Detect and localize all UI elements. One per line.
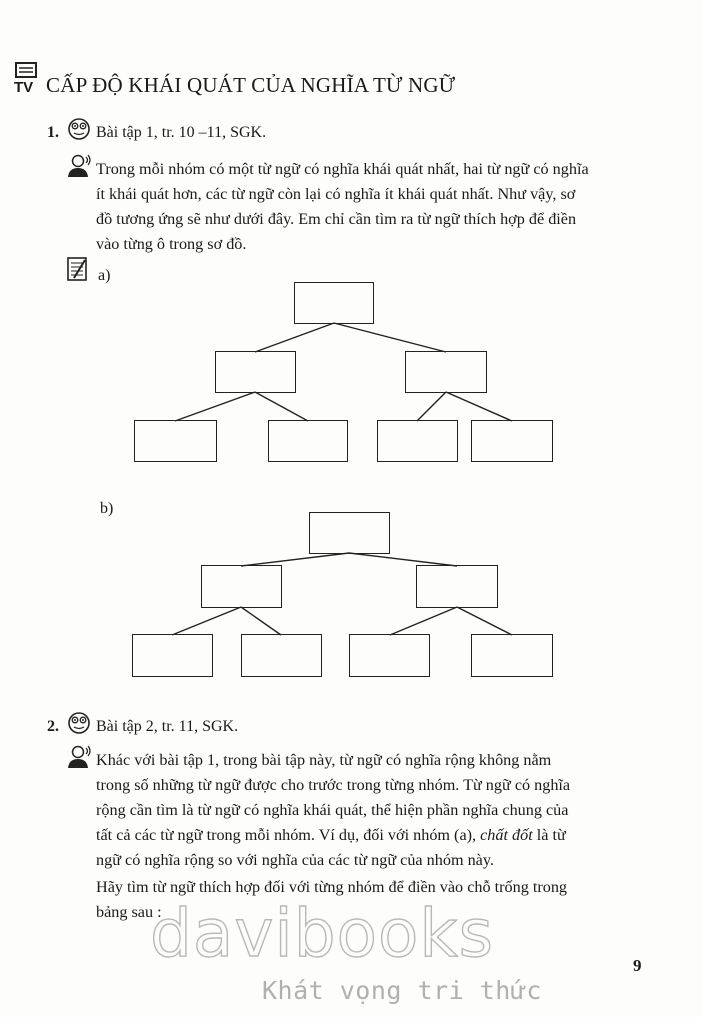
exercise-2-number: 2. (47, 718, 59, 735)
diagram-b-mid-box[interactable] (416, 565, 498, 608)
exercise-1-heading: Bài tập 1, tr. 10 –11, SGK. (96, 124, 267, 141)
diagram-b-leaf-box[interactable] (241, 634, 322, 677)
diagram-a-label: a) (98, 267, 111, 284)
hint-line (96, 823, 644, 848)
diagram-b-leaf-box[interactable] (132, 634, 213, 677)
hint-text: là từ (532, 826, 566, 844)
hint-line: rộng cần tìm là từ ngữ có nghĩa khái quát, thể hiện phần nghĩa chung của (96, 801, 569, 819)
hint-line: Trong mỗi nhóm có một từ ngữ có nghĩa khái quát nhất, hai từ ngữ có nghĩa (96, 160, 589, 178)
hint-line: trong số những từ ngữ được cho trước trong từng nhóm. Từ ngữ có nghĩa (96, 776, 571, 794)
diagram-b-label: b) (100, 500, 114, 517)
exercise-2-heading: Bài tập 2, tr. 11, SGK. (96, 718, 239, 735)
diagram-b-leaf-box[interactable] (471, 634, 553, 677)
diagram-b-mid-box[interactable] (201, 565, 282, 608)
hint-line: ít khái quát hơn, các từ ngữ còn lại có nghĩa ít khái quát nhất. Như vậy, sơ (96, 185, 576, 203)
watermark-slogan: Khát vọng tri thức (262, 976, 542, 1005)
page-number: 9 (633, 956, 642, 975)
diagram-b-root-box[interactable] (309, 512, 390, 554)
hint-line: đồ tương ứng sẽ như dưới đây. Em chỉ cần tìm ra từ ngữ thích hợp để điền (96, 210, 577, 228)
hint-line: vào từng ô trong sơ đồ. (96, 235, 247, 253)
speaker-person-icon (66, 744, 94, 770)
section-badge: TV (14, 79, 34, 96)
example-term: chất đốt (480, 826, 533, 844)
section-title: CẤP ĐỘ KHÁI QUÁT CỦA NGHĨA TỪ NGỮ (46, 73, 456, 97)
exercise-1-number: 1. (47, 124, 59, 141)
diagram-b-leaf-box[interactable] (349, 634, 430, 677)
thinking-face-icon (66, 711, 92, 735)
watermark-brand: davibooks (150, 895, 494, 972)
hint-line: Khác với bài tập 1, trong bài tập này, từ ngữ có nghĩa rộng không nằm (96, 751, 552, 769)
exercise-2-hint (96, 748, 644, 873)
task-line: bảng sau : (96, 903, 162, 921)
hint-text: tất cả các từ ngữ trong mỗi nhóm. Ví dụ, đối với nhóm (a), (96, 826, 481, 844)
hint-line: ngữ có nghĩa rộng so với nghĩa của các từ ngữ của nhóm này. (96, 851, 494, 869)
task-line: Hãy tìm từ ngữ thích hợp đối với từng nhóm để điền vào chỗ trống trong (96, 878, 568, 896)
